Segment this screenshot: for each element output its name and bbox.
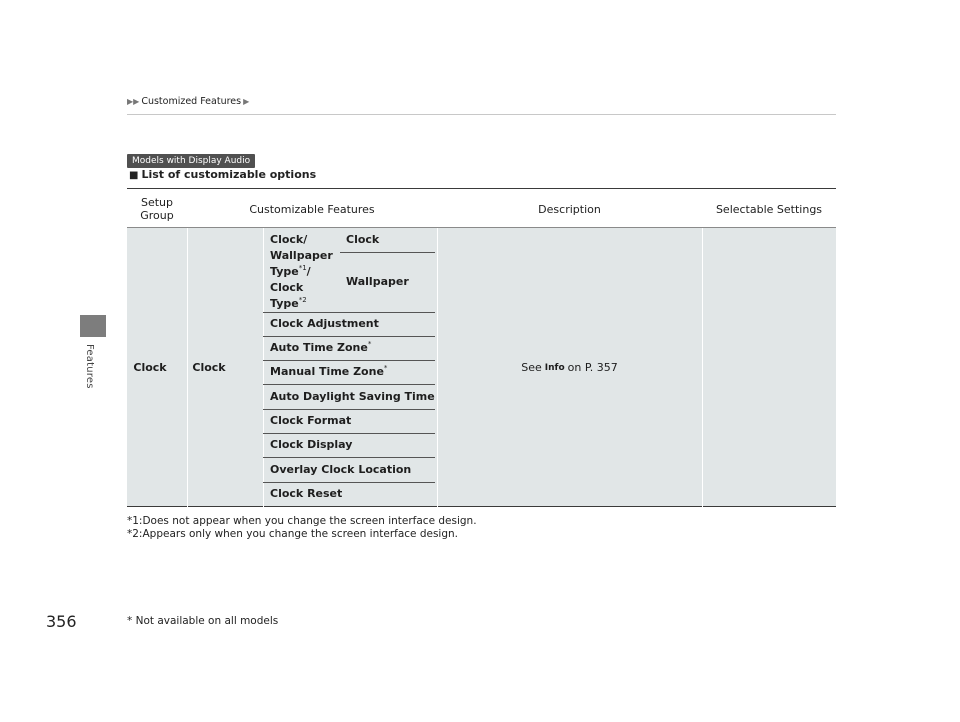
column-divider xyxy=(263,228,264,507)
row-divider xyxy=(263,336,435,337)
not-all-models-asterisk: * xyxy=(367,340,372,348)
sidebar-tab-marker xyxy=(80,315,106,337)
availability-note: * Not available on all models xyxy=(127,615,279,627)
row-auto-daylight-saving-time: Auto Daylight Saving Time xyxy=(270,390,435,403)
sub-group-clock-wallpaper-type xyxy=(270,232,340,312)
header-divider xyxy=(127,114,836,115)
breadcrumb-arrow-icon: ▶▶ xyxy=(127,97,140,106)
table-header xyxy=(127,188,836,228)
row-divider xyxy=(340,252,435,253)
row-clock-reset: Clock Reset xyxy=(270,487,343,500)
setup-group-cell: Clock xyxy=(133,361,167,374)
row-clock-display: Clock Display xyxy=(270,438,353,451)
sub-group-line: Wallpaper xyxy=(270,249,333,262)
customizable-options-table xyxy=(127,188,836,507)
row-clock-format: Clock Format xyxy=(270,414,352,427)
feature-group-cell: Clock xyxy=(192,361,226,374)
footnote-2: *2:Appears only when you change the screen interface design. xyxy=(127,528,459,540)
header-description: Description xyxy=(538,202,601,216)
breadcrumb-end-arrow-icon: ▶ xyxy=(243,97,250,106)
footnote-ref: *1 xyxy=(298,264,307,272)
square-bullet-icon: ■ xyxy=(129,170,139,181)
footnote-1: *1:Does not appear when you change the screen interface design. xyxy=(127,515,477,527)
row-label: Auto Time Zone xyxy=(270,341,368,354)
row-divider xyxy=(263,482,435,483)
description-cell xyxy=(437,228,702,507)
sidebar-section-label: Features xyxy=(84,344,95,389)
section-title-text: List of customizable options xyxy=(141,168,317,181)
breadcrumb xyxy=(127,96,249,107)
row-divider xyxy=(263,409,435,410)
sub-group-line: Clock/ xyxy=(270,233,308,246)
row-label: Manual Time Zone xyxy=(270,365,384,378)
row-divider xyxy=(263,312,435,313)
row-overlay-clock-location: Overlay Clock Location xyxy=(270,463,412,476)
footnote-ref: *2 xyxy=(298,296,307,304)
page-reference[interactable]: on P. 357 xyxy=(567,361,618,374)
header-setup-group: Setup Group xyxy=(140,196,174,222)
column-divider xyxy=(702,228,703,507)
description-see: See xyxy=(521,361,542,374)
row-clock-adjustment: Clock Adjustment xyxy=(270,317,379,330)
breadcrumb-link-customized-features[interactable]: Customized Features xyxy=(141,96,242,107)
row-divider xyxy=(263,384,435,385)
sub-item-clock: Clock xyxy=(346,233,380,246)
row-manual-time-zone xyxy=(270,365,387,378)
info-reference-link[interactable]: Info xyxy=(544,362,565,373)
row-divider xyxy=(263,360,435,361)
header-customizable-features: Customizable Features xyxy=(249,202,375,216)
sub-item-wallpaper: Wallpaper xyxy=(346,275,409,288)
header-selectable-settings: Selectable Settings xyxy=(715,202,823,216)
row-auto-time-zone xyxy=(270,341,371,354)
not-all-models-asterisk: * xyxy=(383,364,388,372)
row-divider xyxy=(263,457,435,458)
sub-group-line: Clock xyxy=(270,281,304,294)
table-body xyxy=(127,228,836,507)
sub-group-line: Type xyxy=(270,297,299,310)
page-number: 356 xyxy=(46,612,77,631)
sub-group-line: / xyxy=(306,265,311,278)
row-divider xyxy=(263,433,435,434)
section-title xyxy=(129,168,316,181)
model-badge: Models with Display Audio xyxy=(127,154,255,168)
sub-group-line: Type xyxy=(270,265,299,278)
